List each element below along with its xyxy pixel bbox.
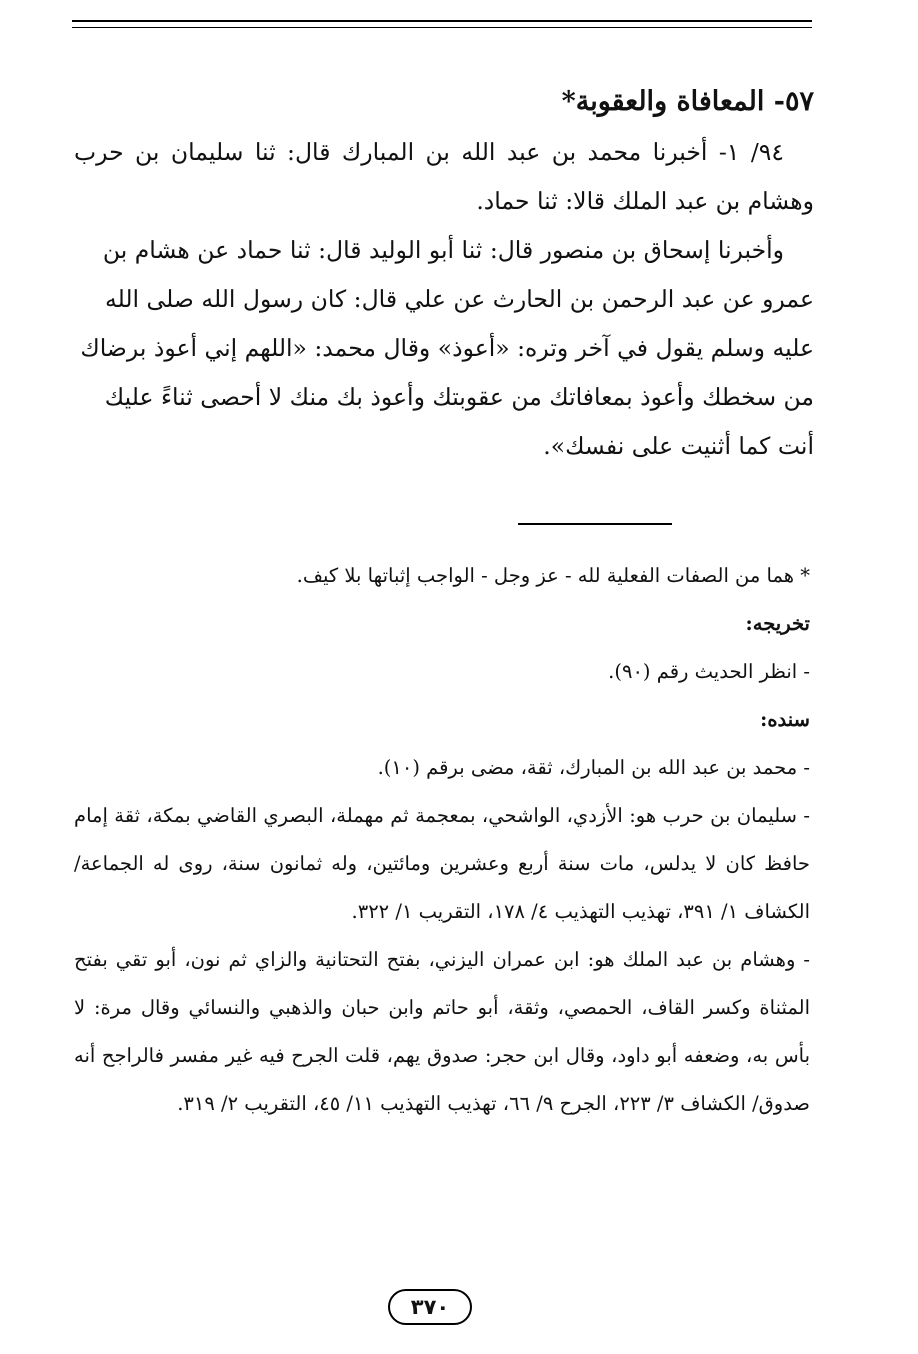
takhrij-text: - انظر الحديث رقم (٩٠). (608, 660, 810, 683)
header-rule-thin (72, 27, 812, 28)
sanad-label: سنده: (760, 708, 810, 731)
sanad-item-2: - سليمان بن حرب هو: الأزدي، الواشحي، بمعجمة ثم مهملة، البصري القاضي بمكة، ثقة إمام حافظ كان لا يدلس، مات سنة أربع وعشرين ومائتين، وله ثمانون سنة، روى له الجماعة/ الكشاف ١/ ٣٩١، تهذيب التهذيب ٤/ ١٧٨، التقريب ١/ ٣٢٢. (74, 804, 810, 923)
sanad-item-1: - محمد بن عبد الله بن المبارك، ثقة، مضى برقم (١٠). (377, 756, 810, 779)
footnote-separator (518, 523, 672, 525)
chapter-heading: ٥٧- المعافاة والعقوبة* (561, 86, 814, 117)
main-text (74, 76, 814, 471)
sanad-item-3: - وهشام بن عبد الملك هو: ابن عمران اليزني، بفتح التحتانية والزاي ثم نون، أبو تقي بفتح المثناة وكسر القاف، الحمصي، وثقة، أبو حاتم وابن حبان والذهبي والنسائي وقال مرة: لا بأس به، وضعفه أبو داود، وقال ابن حجر: صدوق يهم، قلت الجرح فيه غير مفسر فالراجح أنه صدوق/ الكشاف ٣/ ٢٢٣، الجرح ٩/ ٦٦، تهذيب التهذيب ١١/ ٤٥، التقريب ٢/ ٣١٩. (74, 948, 810, 1115)
header-rule-thick (72, 20, 812, 22)
star-footnote: * هما من الصفات الفعلية لله - عز وجل - الواجب إثباتها بلا كيف. (296, 564, 810, 587)
takhrij-label: تخريجه: (745, 612, 810, 635)
hadith-paragraph-2: وأخبرنا إسحاق بن منصور قال: ثنا أبو الوليد قال: ثنا حماد عن هشام بن عمرو عن عبد الرحمن بن الحارث عن علي قال: كان رسول الله صلى الله عليه وسلم يقول في آخر وتره: «أعوذ» وقال محمد: «اللهم إني أعوذ برضاك من سخطك وأعوذ بمعافاتك من عقوبتك وأعوذ بك منك لا أحصى ثناءً عليك أنت كما أثنيت على نفسك». (80, 236, 814, 460)
footnotes (74, 552, 810, 1128)
hadith-paragraph-1: ٩٤/ ١- أخبرنا محمد بن عبد الله بن المبارك قال: ثنا سليمان بن حرب وهشام بن عبد الملك قالا: ثنا حماد. (74, 138, 814, 215)
page-number: ٣٧٠ (388, 1289, 472, 1325)
